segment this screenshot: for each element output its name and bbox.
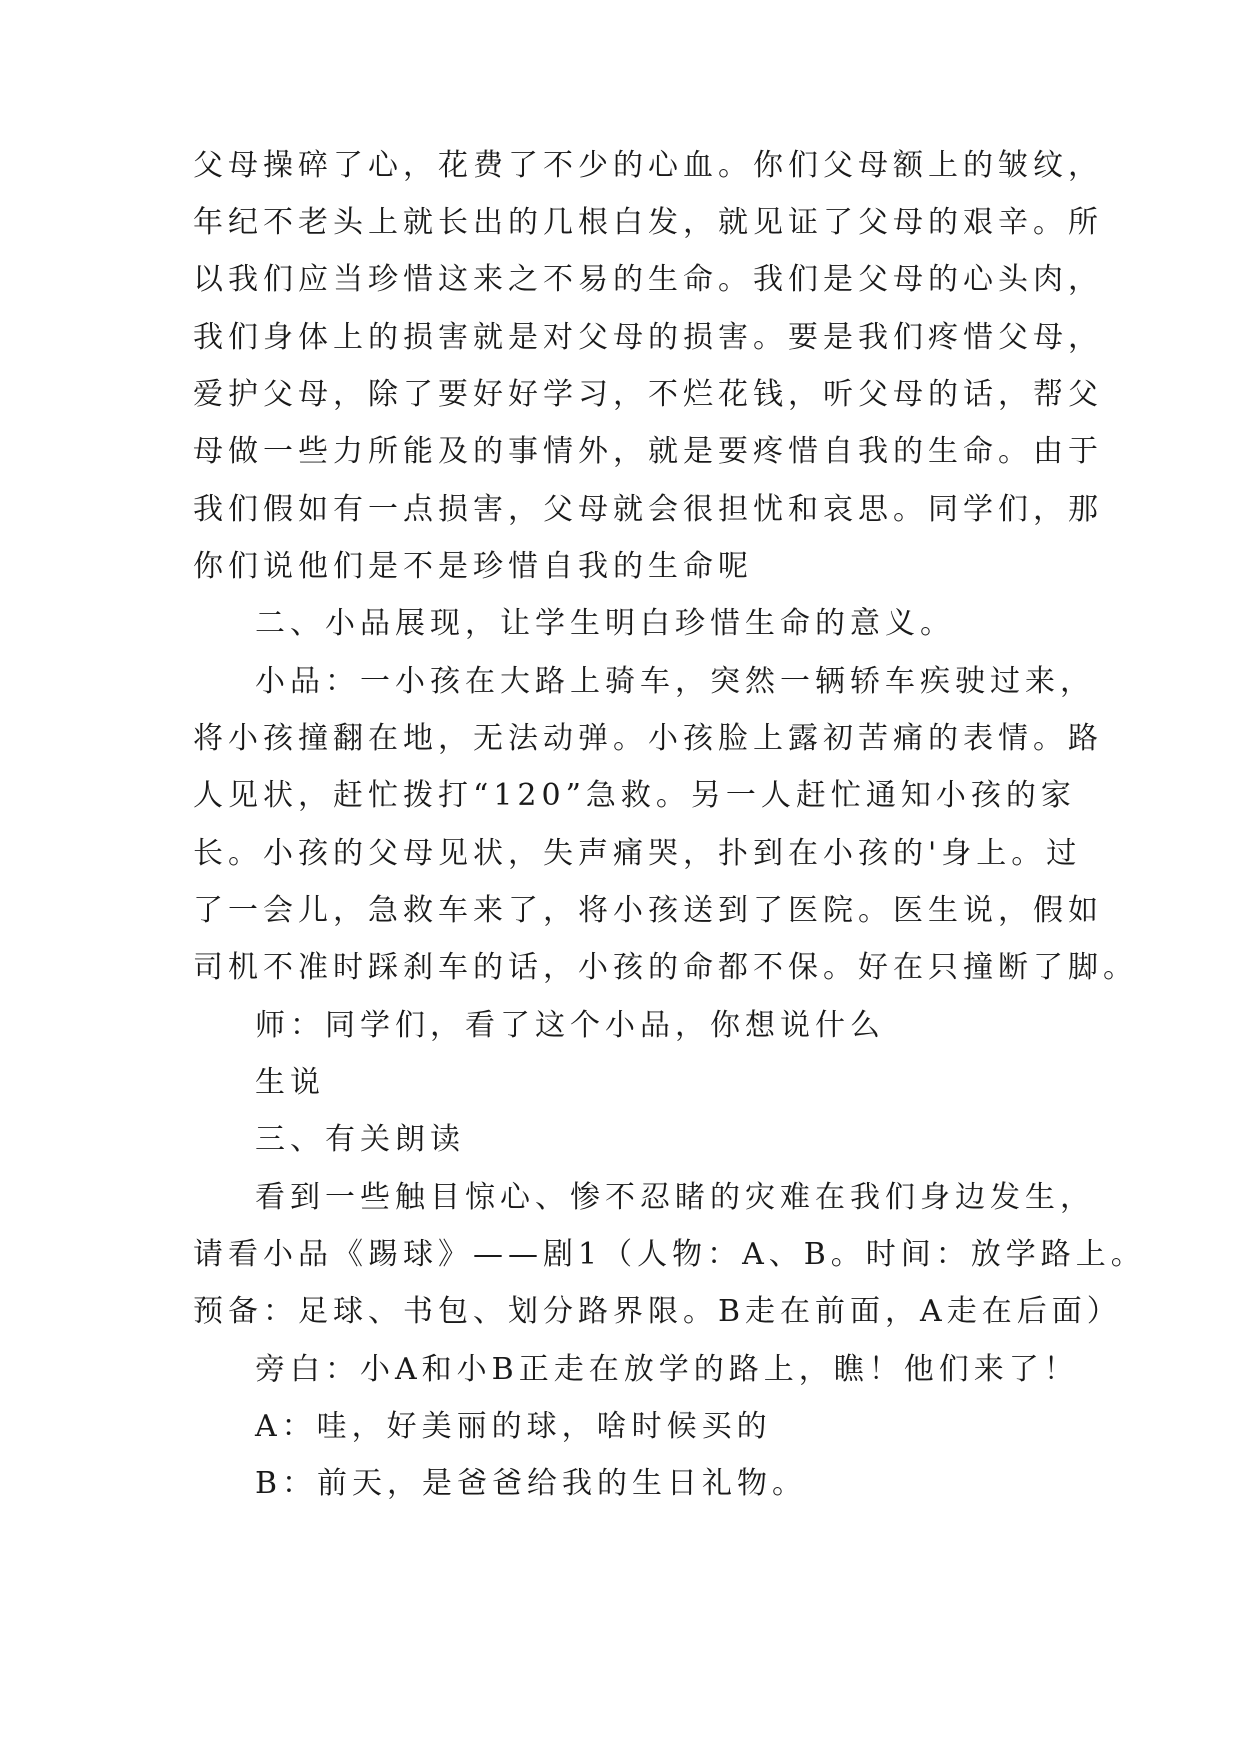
text-line: 看到一些触目惊心、惨不忍睹的灾难在我们身边发生， bbox=[255, 1180, 1095, 1215]
text-line: 了一会儿，急救车来了，将小孩送到了医院。医生说，假如 bbox=[193, 893, 1103, 928]
text-line: 旁白：小A和小B正走在放学的路上，瞧！他们来了！ bbox=[255, 1352, 1079, 1387]
text-line: 将小孩撞翻在地，无法动弹。小孩脸上露初苦痛的表情。路 bbox=[193, 721, 1103, 756]
section-heading: 二、小品展现，让学生明白珍惜生命的意义。 bbox=[255, 606, 955, 641]
text-line: 爱护父母，除了要好好学习，不烂花钱，听父母的话，帮父 bbox=[193, 377, 1103, 412]
text-line: 请看小品《踢球》——剧1（人物：A、B。时间：放学路上。 bbox=[193, 1237, 1146, 1272]
text-line: 你们说他们是不是珍惜自我的生命呢 bbox=[193, 549, 753, 584]
text-line: 以我们应当珍惜这来之不易的生命。我们是父母的心头肉， bbox=[193, 262, 1103, 297]
text-line: 年纪不老头上就长出的几根白发，就见证了父母的艰辛。所 bbox=[193, 205, 1103, 240]
text-line: 预备：足球、书包、划分路界限。B走在前面，A走在后面） bbox=[193, 1294, 1122, 1329]
text-line: 母做一些力所能及的事情外，就是要疼惜自我的生命。由于 bbox=[193, 434, 1103, 469]
text-line: 我们假如有一点损害，父母就会很担忧和哀思。同学们，那 bbox=[193, 492, 1103, 527]
text-line: A：哇，好美丽的球，啥时候买的 bbox=[255, 1409, 772, 1444]
text-line: 我们身体上的损害就是对父母的损害。要是我们疼惜父母， bbox=[193, 320, 1103, 355]
text-line: 小品：一小孩在大路上骑车，突然一辆轿车疾驶过来， bbox=[255, 664, 1095, 699]
section-heading: 三、有关朗读 bbox=[255, 1122, 465, 1157]
text-line: 长。小孩的父母见状，失声痛哭，扑到在小孩的'身上。过 bbox=[193, 836, 1082, 871]
text-line: 生说 bbox=[255, 1065, 325, 1100]
text-line: 师：同学们，看了这个小品，你想说什么 bbox=[255, 1008, 885, 1043]
text-line: 人见状，赶忙拨打“120”急救。另一人赶忙通知小孩的家 bbox=[193, 778, 1076, 813]
text-line: B：前天，是爸爸给我的生日礼物。 bbox=[255, 1466, 808, 1501]
text-line: 父母操碎了心，花费了不少的心血。你们父母额上的皱纹， bbox=[193, 148, 1103, 183]
text-line: 司机不准时踩刹车的话，小孩的命都不保。好在只撞断了脚。 bbox=[193, 950, 1138, 985]
